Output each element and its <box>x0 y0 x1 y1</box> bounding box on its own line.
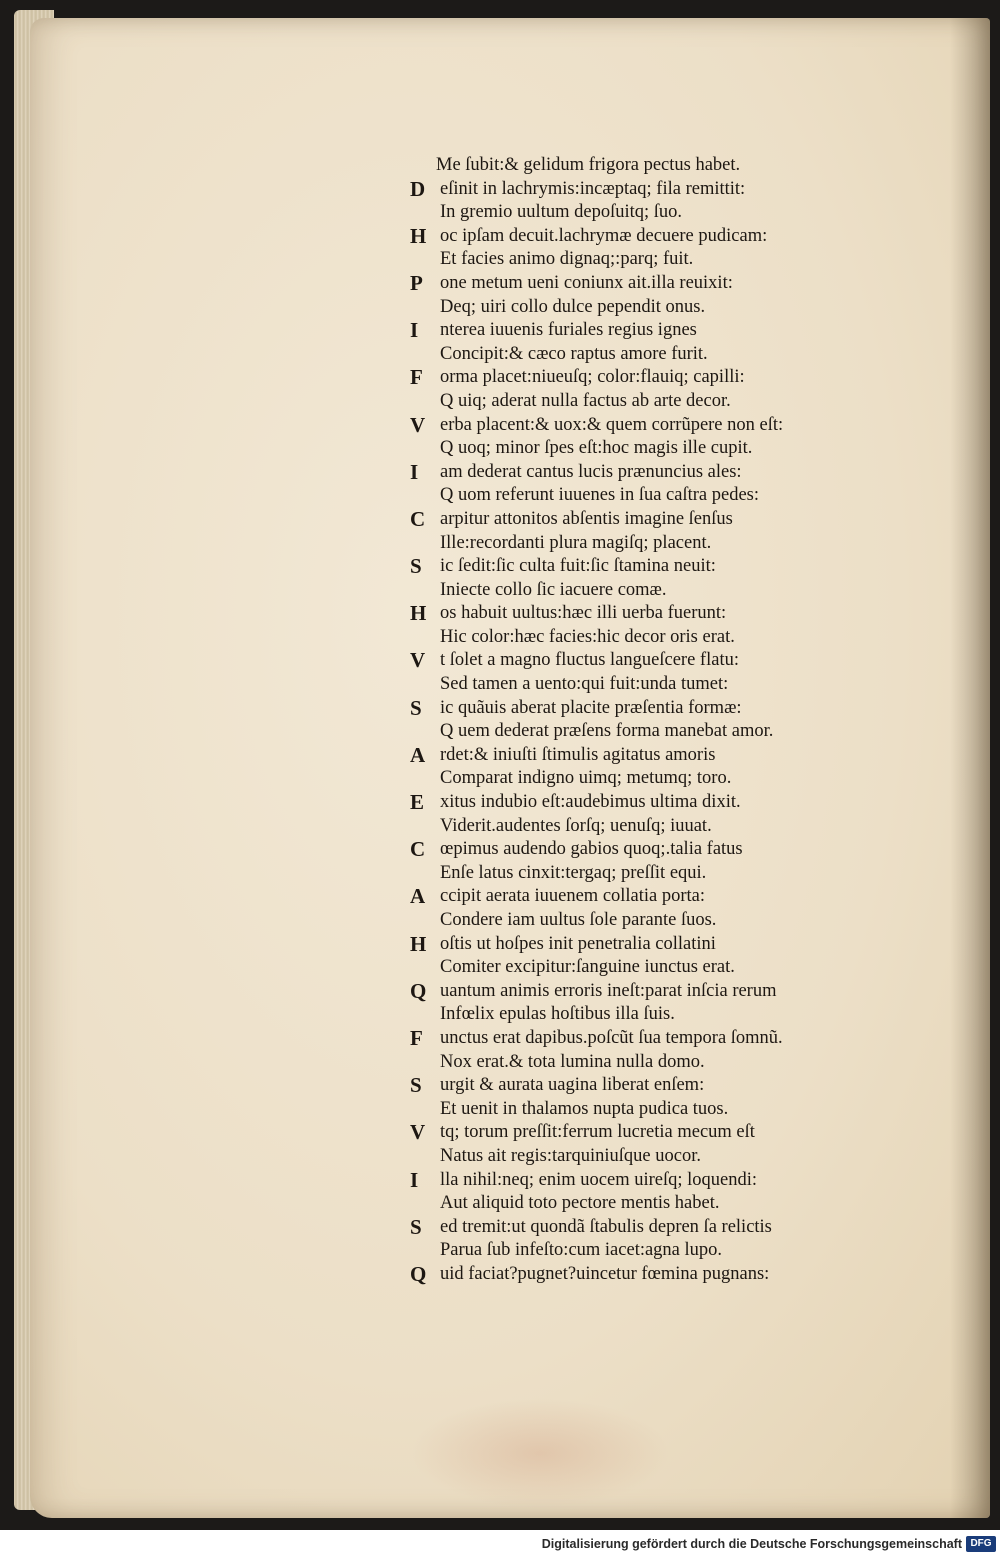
verse-line <box>378 1074 868 1098</box>
verse-line <box>378 1003 868 1027</box>
verse-initial: S <box>410 695 422 720</box>
verse-text: Condere iam uultus ſole parante ſuos. <box>440 910 717 930</box>
verse-line <box>378 838 868 862</box>
verse-line <box>378 720 868 744</box>
verse-line <box>378 225 868 249</box>
verse-text: Q uoq; minor ſpes eſt:hoc magis ille cupit. <box>440 438 753 459</box>
verse-initial: P <box>410 270 423 295</box>
verse-line <box>378 296 868 320</box>
verse-text: uid faciat?pugnet?uincetur fœmina pugnans: <box>440 1263 770 1284</box>
verse-line <box>378 885 868 909</box>
verse-line <box>378 673 868 697</box>
verse-text: Deq; uiri collo dulce pependit onus. <box>440 296 706 317</box>
verse-line <box>378 390 868 414</box>
verse-line <box>378 1098 868 1122</box>
verse-text: Viderit.audentes ſorſq; uenuſq; iuuat. <box>440 815 712 836</box>
verse-initial: F <box>410 365 423 390</box>
verse-line <box>378 366 868 390</box>
verse-initial: A <box>410 884 426 909</box>
verse-line <box>378 744 868 768</box>
digitization-footer <box>0 1530 1000 1559</box>
verse-line <box>378 414 868 438</box>
verse-block <box>378 154 868 1287</box>
verse-text: lla nihil:neq; enim uocem uireſq; loquendi: <box>440 1169 758 1190</box>
verse-line <box>378 1263 868 1287</box>
verse-line <box>378 980 868 1004</box>
verse-text: ed tremit:ut quondã ſtabulis depren ſa relictis <box>440 1216 772 1237</box>
verse-initial: I <box>410 318 419 343</box>
verse-line <box>378 437 868 461</box>
verse-text: nterea iuuenis furiales regius ignes <box>440 320 697 341</box>
verse-initial: C <box>410 506 426 531</box>
verse-text: arpitur attonitos abſentis imagine ſenſus <box>440 508 733 529</box>
verse-text: rdet:& iniuſti ſtimulis agitatus amoris <box>440 744 716 765</box>
verse-line <box>378 272 868 296</box>
verse-text: Enſe latus cinxit:tergaq; preſſit equi. <box>440 862 707 883</box>
verse-line <box>378 579 868 603</box>
verse-text: Concipit:& cæco raptus amore furit. <box>440 343 708 364</box>
verse-text: Q uem dederat præſens forma manebat amor. <box>440 721 774 742</box>
verse-line <box>378 1169 868 1193</box>
verse-initial: H <box>410 223 427 248</box>
verse-line <box>378 532 868 556</box>
verse-text: œpimus audendo gabios quoq;.talia fatus <box>440 839 743 860</box>
verse-initial: V <box>410 1120 426 1145</box>
verse-text: eſinit in lachrymis:incæptaq; fila remittit: <box>440 178 746 199</box>
verse-line <box>378 1051 868 1075</box>
verse-text: ccipit aerata iuuenem collatia porta: <box>440 886 706 907</box>
verse-text: Sed tamen a uento:qui fuit:unda tumet: <box>440 674 729 695</box>
verse-line <box>378 319 868 343</box>
verse-initial: F <box>410 1025 423 1050</box>
verse-line <box>378 767 868 791</box>
verse-initial: V <box>410 412 426 437</box>
verse-text: Natus ait regis:tarquiniuſque uocor. <box>440 1145 701 1166</box>
verse-initial: H <box>410 601 427 626</box>
verse-text: oſtis ut hoſpes init penetralia collatini <box>440 933 716 954</box>
verse-initial: C <box>410 837 426 862</box>
verse-initial: S <box>410 1214 422 1239</box>
verse-initial: S <box>410 1073 422 1098</box>
verse-line <box>378 508 868 532</box>
verse-text: ic quãuis aberat placite præſentia formæ: <box>440 697 742 718</box>
verse-line <box>378 201 868 225</box>
verse-line <box>378 1027 868 1051</box>
verse-text: ic ſedit:ſic culta fuit:ſic ſtamina neuit: <box>440 556 716 577</box>
verse-line <box>378 933 868 957</box>
verse-initial: H <box>410 931 427 956</box>
verse-initial: A <box>410 742 426 767</box>
verse-text: Aut aliquid toto pectore mentis habet. <box>440 1193 720 1214</box>
verse-line <box>378 1239 868 1263</box>
verse-text: Comiter excipitur:ſanguine iunctus erat. <box>440 957 735 978</box>
verse-text: Hic color:hæc facies:hic decor oris erat. <box>440 626 735 647</box>
verse-line <box>378 555 868 579</box>
verse-text: Nox erat.& tota lumina nulla domo. <box>440 1051 705 1072</box>
verse-initial: I <box>410 459 419 484</box>
verse-initial: S <box>410 554 422 579</box>
verse-line <box>378 461 868 485</box>
verse-text: t ſolet a magno fluctus langueſcere flatu: <box>440 650 739 671</box>
verse-text: erba placent:& uox:& quem corrũpere non eſt: <box>440 414 784 435</box>
verse-text: Ille:recordanti plura magiſq; placent. <box>440 532 712 553</box>
verse-text: uantum animis erroris ineſt:parat inſcia rerum <box>440 980 777 1001</box>
verse-line <box>378 248 868 272</box>
verse-text: Q uiq; aderat nulla factus ab arte decor. <box>440 390 731 411</box>
verse-line <box>378 602 868 626</box>
verse-initial: V <box>410 648 426 673</box>
verse-text: orma placet:niueuſq; color:flauiq; capilli: <box>440 367 745 388</box>
verse-text: unctus erat dapibus.poſcũt ſua tempora ſomnũ. <box>440 1027 783 1048</box>
verse-line <box>378 697 868 721</box>
verse-initial: I <box>410 1167 419 1192</box>
verse-line <box>378 909 868 933</box>
page-stain <box>410 1398 670 1508</box>
spine-shadow <box>950 18 990 1518</box>
verse-text: xitus indubio eſt:audebimus ultima dixit. <box>440 792 741 813</box>
verse-text: Et uenit in thalamos nupta pudica tuos. <box>440 1098 729 1119</box>
verse-text: am dederat cantus lucis prænuncius ales: <box>440 461 742 482</box>
verse-line <box>378 956 868 980</box>
verse-line <box>378 154 868 178</box>
footer-credit: Digitalisierung gefördert durch die Deutsche Forschungsgemeinschaft <box>541 1537 962 1551</box>
verse-initial: D <box>410 176 426 201</box>
verse-line <box>378 862 868 886</box>
verse-text: os habuit uultus:hæc illi uerba fuerunt: <box>440 603 727 624</box>
verse-line <box>378 178 868 202</box>
verse-text: Q uom referunt iuuenes in ſua caſtra pedes: <box>440 485 760 506</box>
verse-line <box>378 815 868 839</box>
verse-line <box>378 1192 868 1216</box>
verse-text: Infœlix epulas hoſtibus illa ſuis. <box>440 1004 675 1025</box>
verse-text: tq; torum preſſit:ferrum lucretia mecum eſt <box>440 1122 755 1143</box>
verse-initial: E <box>410 790 425 815</box>
verse-line <box>378 484 868 508</box>
verse-text: Et facies animo dignaq;:parq; fuit. <box>440 249 694 270</box>
verse-line <box>378 791 868 815</box>
verse-initial: Q <box>410 1261 427 1286</box>
verse-text: Iniecte collo ſic iacuere comæ. <box>440 579 667 600</box>
verse-text: oc ipſam decuit.lachrymæ decuere pudicam: <box>440 225 768 246</box>
verse-line <box>378 626 868 650</box>
verse-text: Parua ſub infeſto:cum iacet:agna lupo. <box>440 1240 723 1261</box>
verse-line <box>378 1145 868 1169</box>
verse-text: Me ſubit:& gelidum frigora pectus habet. <box>436 155 741 175</box>
verse-line <box>378 1121 868 1145</box>
verse-line <box>378 1216 868 1240</box>
verse-text: one metum ueni coniunx ait.illa reuixit: <box>440 272 733 293</box>
verse-line <box>378 343 868 367</box>
verse-text: Comparat indigno uimq; metumq; toro. <box>440 768 732 789</box>
verse-text: In gremio uultum depoſuitq; ſuo. <box>440 202 683 223</box>
verse-initial: Q <box>410 978 427 1003</box>
verse-line <box>378 649 868 673</box>
verse-text: urgit & aurata uagina liberat enſem: <box>440 1075 705 1096</box>
dfg-logo: DFG <box>966 1536 996 1552</box>
